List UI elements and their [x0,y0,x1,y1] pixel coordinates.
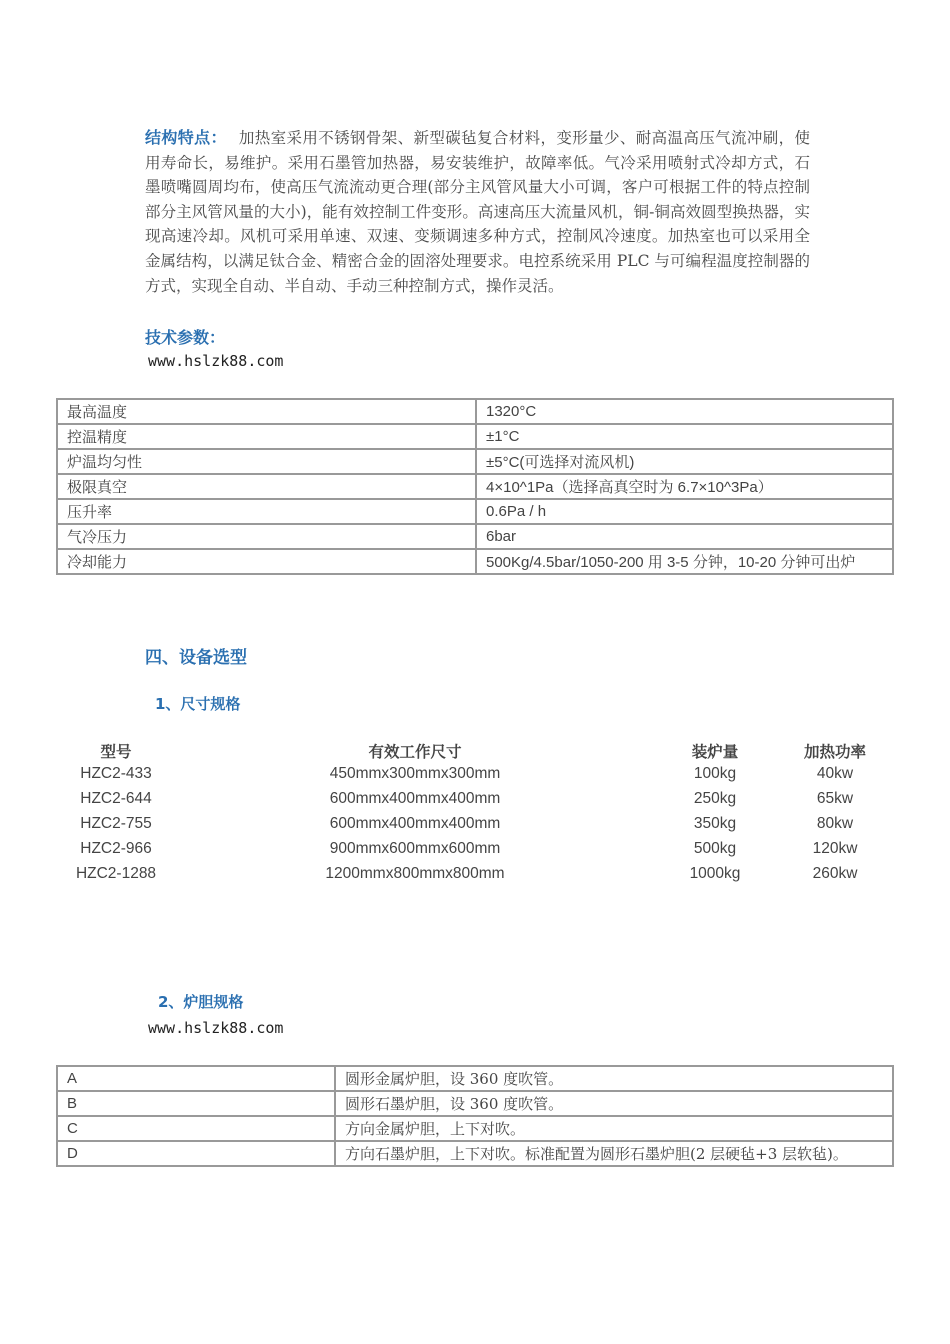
liner-code: B [57,1091,335,1116]
model-cell: HZC2-433 [80,765,152,782]
structure-features-paragraph [145,126,810,298]
load-cell: 100kg [693,765,737,782]
table-row [0,865,950,890]
table-row [57,549,893,574]
power-cell: 65kw [816,790,854,807]
power-cell: 260kw [812,865,858,882]
table-row [57,449,893,474]
load-cell: 250kg [693,790,737,807]
param-name: 气冷压力 [57,524,476,549]
model-cell: HZC2-1288 [75,865,157,882]
table-row [57,424,893,449]
table-row [57,1066,893,1091]
liner-code: D [57,1141,335,1166]
liner-code: A [57,1066,335,1091]
param-value: ±1°C [476,424,893,449]
website-url: www.hslzk88.com [148,352,284,370]
structure-features-text: 加热室采用不锈钢骨架、新型碳毡复合材料，变形量少、耐高温高压气流冲刷，使用寿命长，易维护。采用石墨管加热器，易安装维护，故障率低。气冷采用喷射式冷却方式，石墨喷嘴圆周均布，使高压气流流动更合理(部分主风管风量大小可调，客户可根据工件的特点控制部分主风管风量的大小)，能有效控制工件变形。高速高压大流量风机，铜-铜高效圆型换热器，实现高速冷却。风机可采用单速、双速、变频调速多种方式，控制风冷速度。加热室也可以采用全金属结构，以满足钛合金、精密合金的固溶处理要求。电控系统采用 PLC 与可编程温度控制器的方式，实现全自动、半自动、手动三种控制方式，操作灵活。 [145,129,810,295]
load-cell: 1000kg [689,865,741,882]
table-row [57,499,893,524]
size-cell: 1200mmx800mmx800mm [325,865,505,882]
liner-spec-table [56,1065,894,1167]
table-row [0,765,950,790]
column-header: 型号 [100,743,132,761]
column-header: 有效工作尺寸 [368,743,462,761]
param-name: 压升率 [57,499,476,524]
table-row [0,815,950,840]
size-cell: 450mmx300mmx300mm [329,765,501,782]
size-cell: 600mmx400mmx400mm [329,790,501,807]
param-name: 冷却能力 [57,549,476,574]
power-cell: 120kw [812,840,858,857]
table-row [0,790,950,815]
liner-desc: 方向石墨炉胆，上下对吹。标准配置为圆形石墨炉胆(2 层硬毡+3 层软毡)。 [335,1141,893,1166]
param-value: 500Kg/4.5bar/1050-200 用 3-5 分钟，10-20 分钟可出炉 [476,549,893,574]
structure-features-label: 结构特点： [145,128,227,147]
liner-code: C [57,1116,335,1141]
table-row [0,840,950,865]
subsection-liner-title: 2、炉胆规格 [158,993,244,1011]
param-name: 最高温度 [57,399,476,424]
size-cell: 900mmx600mmx600mm [329,840,501,857]
param-value: ±5°C(可选择对流风机) [476,449,893,474]
power-cell: 40kw [816,765,854,782]
table-row [57,399,893,424]
subsection-size-title: 1、尺寸规格 [155,695,241,713]
model-cell: HZC2-755 [80,815,152,832]
power-cell: 80kw [816,815,854,832]
model-cell: HZC2-966 [80,840,152,857]
table-row [57,1091,893,1116]
table-row [57,1116,893,1141]
tech-params-table [56,398,894,575]
model-cell: HZC2-644 [80,790,152,807]
param-value: 1320°C [476,399,893,424]
load-cell: 500kg [693,840,737,857]
column-header: 装炉量 [691,743,739,761]
load-cell: 350kg [693,815,737,832]
tech-params-title: 技术参数： [145,328,226,347]
size-cell: 600mmx400mmx400mm [329,815,501,832]
table-row [57,524,893,549]
liner-desc: 圆形金属炉胆，设 360 度吹管。 [335,1066,893,1091]
website-url: www.hslzk88.com [148,1019,284,1037]
liner-desc: 方向金属炉胆，上下对吹。 [335,1116,893,1141]
param-value: 6bar [476,524,893,549]
spec-header-row [0,740,950,765]
column-header: 加热功率 [803,743,866,761]
param-value: 4×10^1Pa（选择高真空时为 6.7×10^3Pa） [476,474,893,499]
param-name: 极限真空 [57,474,476,499]
table-row [57,1141,893,1166]
param-name: 炉温均匀性 [57,449,476,474]
table-row [57,474,893,499]
param-name: 控温精度 [57,424,476,449]
section-title: 四、设备选型 [145,648,247,668]
param-value: 0.6Pa / h [476,499,893,524]
liner-desc: 圆形石墨炉胆，设 360 度吹管。 [335,1091,893,1116]
